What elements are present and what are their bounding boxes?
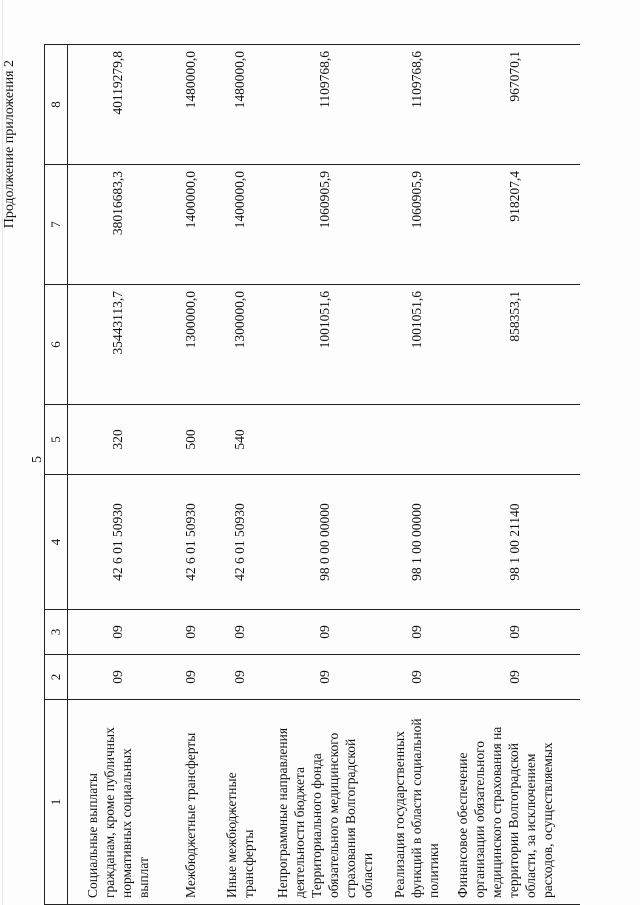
cell-target-code: 98 1 00 00000 [384,475,450,610]
table-row [68,45,168,905]
cell-value-8: 40119279,8 [68,45,168,165]
cell-subsection: 09 [68,610,168,655]
row-name: Иные межбюджетные трансферты [214,700,266,905]
cell-target-code: 42 6 01 50930 [168,475,214,610]
table-row [168,45,214,905]
cell-target-code: 42 6 01 50930 [214,475,266,610]
table-row [266,45,384,905]
cell-value-7: 918207,4 [450,165,580,285]
cell-section: 09 [384,655,450,700]
cell-value-8: 1109768,6 [384,45,450,165]
table-row [450,45,580,905]
cell-expense-type [450,405,580,475]
cell-subsection: 09 [214,610,266,655]
cell-subsection: 09 [266,610,384,655]
cell-value-8: 1480000,0 [168,45,214,165]
table-row [384,45,450,905]
cell-value-7: 1400000,0 [168,165,214,285]
row-name: Реализация государственных функций в области социальной политики [384,700,450,905]
column-header: 5 [45,405,68,475]
cell-section: 09 [266,655,384,700]
cell-value-7: 38016683,3 [68,165,168,285]
cell-value-8: 967070,1 [450,45,580,165]
cell-section: 09 [450,655,580,700]
budget-table [44,44,580,905]
cell-expense-type: 540 [214,405,266,475]
row-name: Межбюджетные трансферты [168,700,214,905]
column-header: 8 [45,45,68,165]
cell-subsection: 09 [384,610,450,655]
row-name: Финансовое обеспечение организации обязательного медицинского страхования на территории Волгоградской области, за исключением расходов, осуществляемых [450,700,580,905]
cell-value-6: 1001051,6 [384,285,450,405]
cell-section: 09 [214,655,266,700]
cell-value-6: 1001051,6 [266,285,384,405]
cell-value-6: 858353,1 [450,285,580,405]
cell-value-6: 1300000,0 [214,285,266,405]
appendix-caption: Продолжение приложения 2 [2,60,17,229]
table-row [214,45,266,905]
cell-value-6: 1300000,0 [168,285,214,405]
cell-subsection: 09 [450,610,580,655]
cell-value-8: 1480000,0 [214,45,266,165]
column-header: 3 [45,610,68,655]
column-header: 6 [45,285,68,405]
cell-value-7: 1060905,9 [384,165,450,285]
cell-value-8: 1109768,6 [266,45,384,165]
column-header: 7 [45,165,68,285]
column-header: 2 [45,655,68,700]
cell-target-code: 42 6 01 50930 [68,475,168,610]
cell-subsection: 09 [168,610,214,655]
cell-target-code: 98 1 00 21140 [450,475,580,610]
cell-expense-type [384,405,450,475]
page-number: 5 [30,456,45,463]
cell-section: 09 [68,655,168,700]
cell-value-7: 1060905,9 [266,165,384,285]
column-header: 4 [45,475,68,610]
column-header: 1 [45,700,68,905]
cell-expense-type: 320 [68,405,168,475]
cell-section: 09 [168,655,214,700]
cell-target-code: 98 0 00 00000 [266,475,384,610]
row-name: Социальные выплаты гражданам, кроме публичных нормативных социальных выплат [68,700,168,905]
header-row [45,45,68,905]
row-name: Непрограммные направления деятельности бюджета Территориального фонда обязательного медицинского страхования Волгоградской области [266,700,384,905]
cell-value-6: 35443113,7 [68,285,168,405]
cell-value-7: 1400000,0 [214,165,266,285]
cell-expense-type [266,405,384,475]
cell-expense-type: 500 [168,405,214,475]
